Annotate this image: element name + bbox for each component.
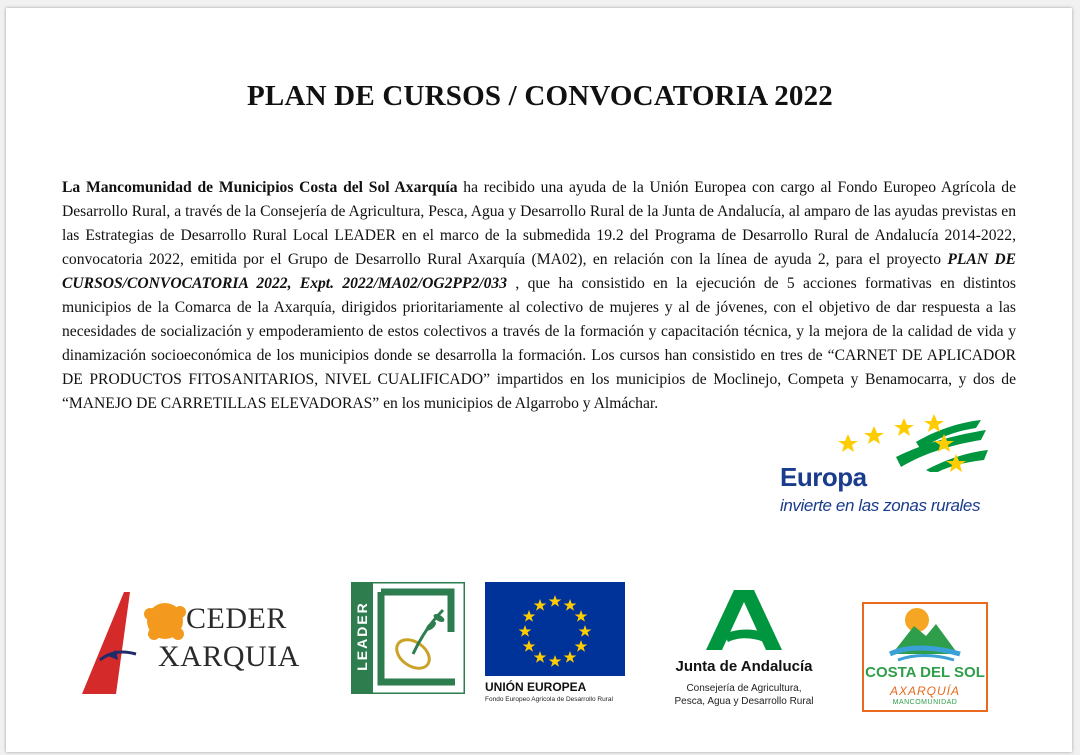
costa-line-1: COSTA DEL SOL <box>865 664 985 681</box>
junta-andalucia-logo <box>704 588 784 652</box>
ceder-a-icon <box>80 590 150 698</box>
ceder-sun-icon <box>142 598 188 644</box>
junta-a-icon <box>704 588 784 652</box>
project-reference: PLAN DE CURSOS/CONVOCATORIA 2022, Expt. 2022/MA02/OG2PP2/033 <box>62 251 1016 292</box>
europa-word: Europa <box>780 462 867 492</box>
eu-flag-logo <box>485 582 625 676</box>
ceder-line-1: CEDER <box>186 602 287 635</box>
page-title: PLAN DE CURSOS / CONVOCATORIA 2022 <box>246 80 834 112</box>
junta-subtitle-line-1: Consejería de Agricultura, <box>686 683 802 694</box>
leader-text: LEADER <box>354 601 370 671</box>
eu-subcaption: Fondo Europeo Agrícola de Desarrollo Rural <box>485 696 613 703</box>
eu-stars-icon <box>485 582 625 676</box>
body-text-part-2: , que ha consistido en la ejecución de 5 acciones formativas en distintos municipios de la Comarca de la Axarquía, dirigidos prioritariamente al colectivo de mujeres y al de jóvenes, con el objetivo de dar respuesta a las necesidades de socialización y empoderamiento de estos colectivos a través de la formación y capacitación técnica, y la mejora de la calidad de vida y dinamización socioeconómica de los municipios donde se desarrolla la formación. Los cursos han consistido en tres de “CARNET DE APLICADOR DE PRODUCTOS FITOSANITARIOS, NIVEL CUALIFICADO” impartidos en los municipios de Moclinejo, Competa y Benamocarra, y dos de “MANEJO DE CARRETILLAS ELEVADORAS” en los municipios de Algarrobo y Almáchar. <box>62 275 1016 412</box>
junta-name: Junta de Andalucía <box>675 658 813 675</box>
organization-name: La Mancomunidad de Municipios Costa del Sol Axarquía <box>62 179 458 196</box>
europa-tagline: invierte en las zonas rurales <box>780 496 981 515</box>
ceder-axarquia-logo <box>80 590 300 698</box>
costa-line-2: AXARQUÍA <box>889 684 960 698</box>
costa-line-3: MANCOMUNIDAD <box>892 699 958 706</box>
costa-del-sol-logo <box>862 602 988 712</box>
leader-logo <box>351 582 465 694</box>
eu-caption: UNIÓN EUROPEA <box>485 680 587 694</box>
junta-subtitle <box>654 682 834 708</box>
junta-subtitle-line-2: Pesca, Agua y Desarrollo Rural <box>674 696 814 707</box>
europa-rural-logo <box>776 412 996 522</box>
body-text-part-1: ha recibido una ayuda de la Unión Europea con cargo al Fondo Europeo Agrícola de Desarrollo Rural, a través de la Consejería de Agricultura, Pesca, Agua y Desarrollo Rural de la Junta de Andalucía, al amparo de las ayudas previstas en las Estrategias de Desarrollo Rural Local LEADER en el marco de la submedida 19.2 del Programa de Desarrollo Rural de Andalucía 2014-2022, convocatoria 2022, emitida por el Grupo de Desarrollo Rural Axarquía (MA02), en relación con la línea de ayuda 2, para el proyecto <box>62 179 1016 268</box>
ceder-line-2: XARQUIA <box>158 640 300 673</box>
body-paragraph <box>62 176 1016 416</box>
